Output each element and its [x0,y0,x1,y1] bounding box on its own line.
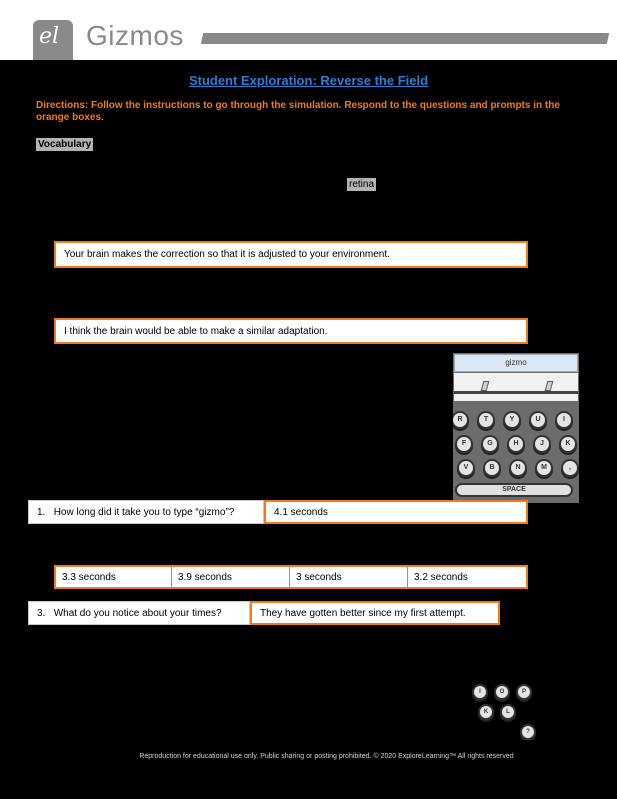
space-key: SPACE [455,483,573,497]
brand-name: Gizmos [86,20,184,51]
question-1-label: How long did it take you to type “gizmo”? [53,506,235,518]
answer-box-1[interactable]: Your brain makes the correction so that it is adjusted to your environment. [54,241,528,268]
typewriter-key: K [478,704,494,720]
logo-mark-text: el [39,24,60,49]
typewriter-key: L [500,704,516,720]
question-1-text [28,500,264,524]
typewriter-key: N [509,459,527,477]
typewriter-key: H [507,435,525,453]
worksheet-page [0,60,617,799]
vocabulary-label: Vocabulary [38,139,92,150]
question-3-answer[interactable]: They have gotten better since my first attempt. [250,601,500,625]
typewriter-key: G [481,435,499,453]
page-title: Student Exploration: Reverse the Field [188,73,429,88]
typewriter-key: F [455,435,473,453]
answer-box-2[interactable]: I think the brain would be able to make a similar adaptation. [54,318,528,344]
keyboard-detail-image [470,680,550,740]
question-1-row [28,500,528,524]
explorelearning-logo [33,20,73,60]
typewriter-key: B [483,459,501,477]
typewriter-key: P [516,684,532,700]
header-decorative-bar [201,33,609,44]
typewriter-key: O [494,684,510,700]
typewriter-key: I [555,411,573,429]
typebar-left [481,381,490,391]
typebar-right [545,381,554,391]
question-3-text [28,601,250,625]
vocab-term-retina: retina [349,179,375,190]
question-3-label: What do you notice about your times? [53,607,222,619]
typewriter-key: K [559,435,577,453]
gizmo-keyboard-image [453,353,579,503]
typewriter-key: Y [503,411,521,429]
typewriter-key: M [535,459,553,477]
typing-times-table [54,565,528,589]
typewriter-paper [454,373,578,401]
typewriter-line [454,391,578,394]
typewriter-key: , [561,459,579,477]
question-3-row [28,601,500,625]
copyright-footer: Reproduction for educational use only. Public sharing or posting prohibited. © 2020 ExploreLearning™ All rights reserved [139,753,514,760]
typewriter-key: I [472,684,488,700]
time-cell-3[interactable]: 3 seconds [290,567,408,587]
typewriter-key: ? [520,724,536,740]
typewriter-key: V [457,459,475,477]
question-1-answer[interactable]: 4.1 seconds [264,500,528,524]
time-cell-2[interactable]: 3.9 seconds [172,567,290,587]
question-3-number: 3. [37,607,46,619]
directions-text: Directions: Follow the instructions to go through the simulation. Respond to the questions and prompts in the orange boxes. [36,100,560,123]
time-cell-1[interactable]: 3.3 seconds [56,567,172,587]
typewriter-key: T [477,411,495,429]
question-1-number: 1. [37,506,46,518]
page-header [0,0,617,60]
time-cell-4[interactable]: 3.2 seconds [414,571,468,583]
typewriter-key: J [533,435,551,453]
typed-text-display: gizmo [454,354,578,372]
typewriter-key: U [529,411,547,429]
typewriter-key: R [453,411,469,429]
